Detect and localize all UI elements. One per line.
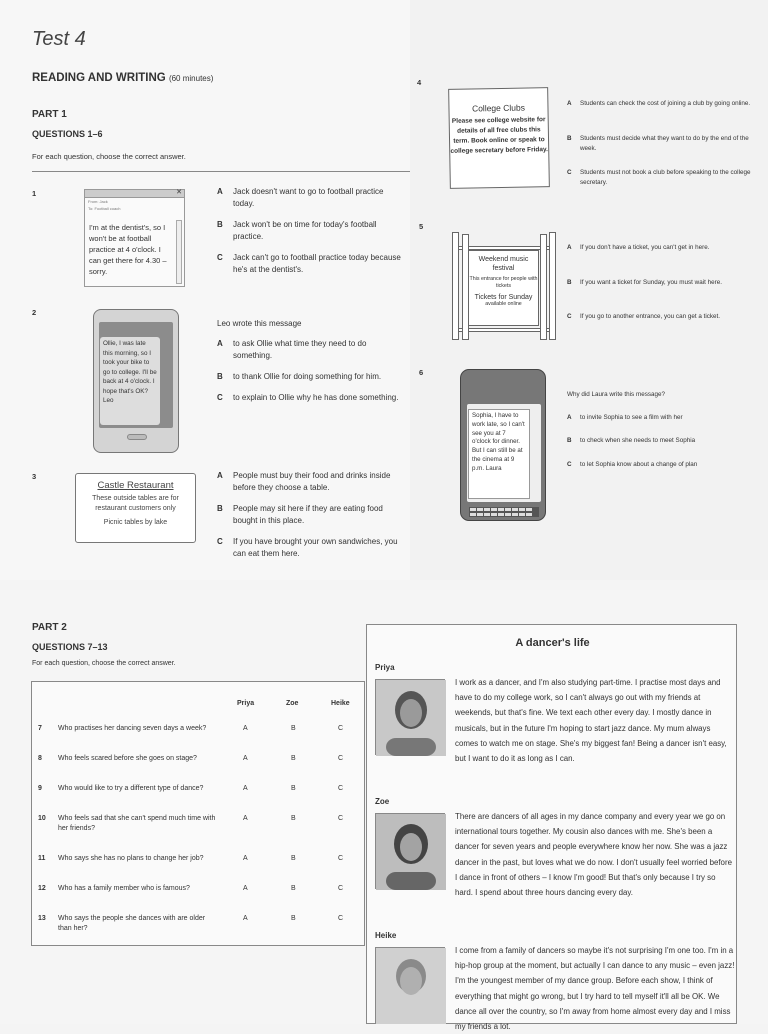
option-letter: B bbox=[567, 279, 572, 286]
option-letter: A bbox=[567, 244, 572, 251]
question-text: Who feels scared before she goes on stage? bbox=[58, 755, 197, 762]
answer-option-c[interactable]: C bbox=[338, 815, 344, 822]
answer-option-b[interactable]: B bbox=[291, 855, 296, 862]
person-portrait bbox=[376, 680, 446, 756]
answer-option-c[interactable]: C bbox=[338, 855, 344, 862]
phone-message: Ollie, I was late this morning, so I took your bike to go to college. I'll be back at 4 o'clock. I hope that's OK? Leo bbox=[100, 337, 160, 425]
sign-title: Weekend music festival bbox=[478, 256, 529, 272]
option-letter: C bbox=[567, 461, 572, 468]
option-text: to ask Ollie what time they need to do something. bbox=[233, 339, 367, 360]
person-photo bbox=[375, 947, 445, 1023]
option-text: People may sit here if they are eating food bought in this place. bbox=[233, 504, 383, 525]
section-time: (60 minutes) bbox=[168, 74, 214, 83]
email-from: From: Jack bbox=[88, 199, 108, 204]
part1-questions-range: QUESTIONS 1–6 bbox=[32, 129, 103, 139]
question-number: 11 bbox=[38, 855, 46, 862]
option-text: Students can check the cost of joining a club by going online. bbox=[580, 100, 751, 107]
option-letter: C bbox=[217, 253, 223, 262]
answer-option-a[interactable]: A bbox=[243, 815, 248, 822]
fence-post bbox=[549, 232, 556, 340]
answer-option-a[interactable]: A bbox=[243, 725, 248, 732]
answer-option-a[interactable]: A bbox=[243, 885, 248, 892]
option-text: Jack can't go to football practice today because he's at the dentist's. bbox=[233, 253, 401, 274]
option-text: If you go to another entrance, you can get a ticket. bbox=[580, 313, 721, 320]
question-number-2: 2 bbox=[32, 308, 37, 317]
question-text: Who says she has no plans to change her job? bbox=[58, 855, 204, 862]
q5-option-b bbox=[567, 278, 752, 288]
option-text: If you have brought your own sandwiches, you can eat them here. bbox=[233, 537, 398, 558]
q4-option-a bbox=[567, 99, 752, 109]
question-number: 10 bbox=[38, 815, 46, 822]
festival-sign bbox=[468, 250, 539, 326]
college-clubs-notice bbox=[448, 87, 550, 189]
option-letter: A bbox=[217, 187, 223, 196]
answer-option-b[interactable]: B bbox=[291, 725, 296, 732]
q6-option-b bbox=[567, 436, 752, 446]
option-letter: B bbox=[567, 437, 572, 444]
option-letter: B bbox=[217, 220, 223, 229]
person-name: Zoe bbox=[375, 797, 390, 806]
option-text: Jack won't be on time for today's football practice. bbox=[233, 220, 377, 241]
option-letter: B bbox=[567, 135, 572, 142]
option-text: to let Sophia know about a change of plan bbox=[580, 461, 698, 468]
option-letter: C bbox=[217, 393, 223, 402]
divider bbox=[32, 171, 410, 172]
fence-illustration bbox=[452, 226, 556, 341]
sign-text: This entrance for people with tickets bbox=[469, 276, 538, 289]
option-text: If you don't have a ticket, you can't get in here. bbox=[580, 244, 710, 251]
close-icon: ✕ bbox=[176, 189, 182, 196]
option-letter: B bbox=[217, 372, 223, 381]
column-header-heike: Heike bbox=[331, 700, 350, 707]
option-letter: A bbox=[567, 414, 572, 421]
q2-option-b bbox=[217, 371, 402, 383]
option-text: Jack doesn't want to go to football practice today. bbox=[233, 187, 384, 208]
answer-option-b[interactable]: B bbox=[291, 785, 296, 792]
option-text: to thank Ollie for doing something for him. bbox=[233, 372, 382, 381]
option-text: Students must not book a club before speaking to the college secretary. bbox=[580, 169, 751, 186]
part1-title: PART 1 bbox=[32, 109, 67, 120]
question-number-5: 5 bbox=[419, 222, 424, 231]
phone-keyboard bbox=[469, 507, 539, 517]
question-number: 13 bbox=[38, 915, 46, 922]
column-header-priya: Priya bbox=[237, 700, 255, 707]
question-text: Who would like to try a different type of dance? bbox=[58, 785, 204, 792]
q1-option-b bbox=[217, 219, 402, 243]
person-photo bbox=[375, 679, 445, 755]
answer-option-b[interactable]: B bbox=[291, 815, 296, 822]
q6-option-c bbox=[567, 460, 752, 470]
part2-title: PART 2 bbox=[32, 622, 67, 633]
question-number: 8 bbox=[38, 755, 42, 762]
sign-text: These outside tables are for restaurant customers only bbox=[92, 495, 179, 512]
answer-option-c[interactable]: C bbox=[338, 755, 344, 762]
restaurant-sign bbox=[75, 473, 196, 543]
article-panel bbox=[366, 624, 737, 1032]
sign-text-2: Picnic tables by lake bbox=[103, 519, 168, 526]
person-text: I work as a dancer, and I'm also studying part-time. I practise most days and have to do my college work, so I can't always go out with my friends at weekends, but that's fine. We text each other every day. I mostly dance in musicals, but in the future I'm hoping to start jazz dance. My mum always comes to watch me on stage. She's my biggest fan! Being a dancer isn't easy, but I want to do it as long as I can. bbox=[455, 678, 727, 764]
q3-option-c bbox=[217, 536, 407, 560]
test-title: Test 4 bbox=[32, 28, 86, 50]
email-scrollbar bbox=[176, 220, 182, 284]
answer-option-b[interactable]: B bbox=[291, 915, 296, 922]
q1-option-c bbox=[217, 252, 402, 276]
q6-option-a bbox=[567, 413, 752, 423]
person-text: There are dancers of all ages in my dance company and every year we go on international tours together. My cousin also dances with me. She's been a dancer for seven years and people everywhere know her now. She was a jazz dancer in the past, but loves what we do now. I don't usually feel worried before I dance in front of others – I know I'm good! But that's only because I try so hard. I spend about three hours dancing every day. bbox=[455, 812, 732, 898]
q2-prompt: Leo wrote this message bbox=[217, 319, 302, 328]
question-number-6: 6 bbox=[419, 368, 424, 377]
q5-option-c bbox=[567, 312, 752, 322]
section-title bbox=[32, 72, 213, 84]
answer-option-c[interactable]: C bbox=[338, 885, 344, 892]
phone-message: Sophia, I have to work late, so I can't see you at 7 o'clock for dinner. But I can still be at the cinema at 9 p.m. Laura bbox=[468, 409, 530, 499]
email-titlebar bbox=[85, 190, 184, 198]
q3-option-b bbox=[217, 503, 407, 527]
sign-text-2: available online bbox=[485, 301, 522, 307]
answer-option-c[interactable]: C bbox=[338, 725, 344, 732]
option-letter: B bbox=[217, 504, 223, 513]
section-title-text: READING AND WRITING bbox=[32, 72, 166, 84]
sign-title-2: Tickets for Sunday bbox=[474, 294, 533, 301]
option-letter: A bbox=[567, 100, 572, 107]
question-text: Who feels sad that she can't spend much time with her friends? bbox=[58, 815, 216, 832]
q2-option-c bbox=[217, 392, 402, 404]
option-text: to invite Sophia to see a film with her bbox=[580, 414, 683, 421]
q2-option-a bbox=[217, 338, 402, 362]
question-text: Who has a family member who is famous? bbox=[58, 885, 190, 892]
article-title: A dancer's life bbox=[515, 637, 590, 649]
answer-option-c[interactable]: C bbox=[338, 785, 344, 792]
option-text: People must buy their food and drinks inside before they choose a table. bbox=[233, 471, 391, 492]
option-letter: A bbox=[217, 471, 223, 480]
answer-option-b[interactable]: B bbox=[291, 755, 296, 762]
person-name: Priya bbox=[375, 663, 395, 672]
sign-title: Castle Restaurant bbox=[97, 480, 174, 491]
q6-prompt: Why did Laura write this message? bbox=[567, 391, 665, 398]
question-number-1: 1 bbox=[32, 189, 37, 198]
phone-home-button bbox=[127, 434, 147, 440]
person-text: I come from a family of dancers so maybe it's not surprising I'm one too. I'm in a hip-hop group at the moment, but actually I can dance to any music – even jazz! I'm the youngest member of my dance group. Before each show, I think of everything that might go wrong, but I try hard to tell myself it'll all be OK. We dance all over the country, so I'm away from home almost every day and I miss my friends a lot. bbox=[455, 946, 735, 1032]
option-text: to check when she needs to meet Sophia bbox=[580, 437, 696, 444]
email-to: To: Football coach bbox=[88, 206, 121, 211]
option-letter: C bbox=[217, 537, 223, 546]
notice-title: College Clubs bbox=[471, 102, 526, 114]
question-number: 12 bbox=[38, 885, 46, 892]
email-message: I'm at the dentist's, so I won't be at football practice at 4 o'clock. I can get there for 4.30 – sorry. bbox=[89, 223, 167, 276]
part1-instruction: For each question, choose the correct answer. bbox=[32, 152, 186, 161]
person-name: Heike bbox=[375, 931, 397, 940]
answer-option-b[interactable]: B bbox=[291, 885, 296, 892]
q5-option-a bbox=[567, 243, 752, 253]
question-number-4: 4 bbox=[417, 78, 422, 87]
option-letter: C bbox=[567, 169, 572, 176]
fence-post bbox=[540, 234, 547, 340]
column-header-zoe: Zoe bbox=[286, 700, 299, 707]
option-text: Students must decide what they want to do by the end of the week. bbox=[580, 135, 749, 152]
question-text: Who practises her dancing seven days a week? bbox=[58, 725, 207, 732]
person-portrait bbox=[376, 948, 446, 1024]
person-portrait bbox=[376, 814, 446, 890]
answer-option-a[interactable]: A bbox=[243, 915, 248, 922]
answer-option-a[interactable]: A bbox=[243, 785, 248, 792]
answer-option-a[interactable]: A bbox=[243, 855, 248, 862]
question-number-3: 3 bbox=[32, 472, 37, 481]
option-letter: C bbox=[567, 313, 572, 320]
answer-option-c[interactable]: C bbox=[338, 915, 344, 922]
question-table bbox=[31, 681, 365, 946]
part2-instruction: For each question, choose the correct answer. bbox=[32, 660, 176, 667]
q1-option-a bbox=[217, 186, 402, 210]
option-text: to explain to Ollie why he has done something. bbox=[233, 393, 399, 402]
part2-questions-range: QUESTIONS 7–13 bbox=[32, 642, 108, 652]
option-text: If you want a ticket for Sunday, you must wait here. bbox=[580, 279, 722, 286]
fence-post bbox=[452, 232, 459, 340]
question-number: 9 bbox=[38, 785, 42, 792]
answer-option-a[interactable]: A bbox=[243, 755, 248, 762]
notice-text: Please see college website for details of all free clubs this term. Book online or speak to college secretary before Friday. bbox=[450, 116, 548, 155]
person-photo bbox=[375, 813, 445, 889]
question-number: 7 bbox=[38, 725, 42, 732]
q4-option-b bbox=[567, 134, 752, 154]
option-letter: A bbox=[217, 339, 223, 348]
q3-option-a bbox=[217, 470, 407, 494]
question-text: Who says the people she dances with are older than her? bbox=[58, 915, 206, 932]
q4-option-c bbox=[567, 168, 752, 188]
